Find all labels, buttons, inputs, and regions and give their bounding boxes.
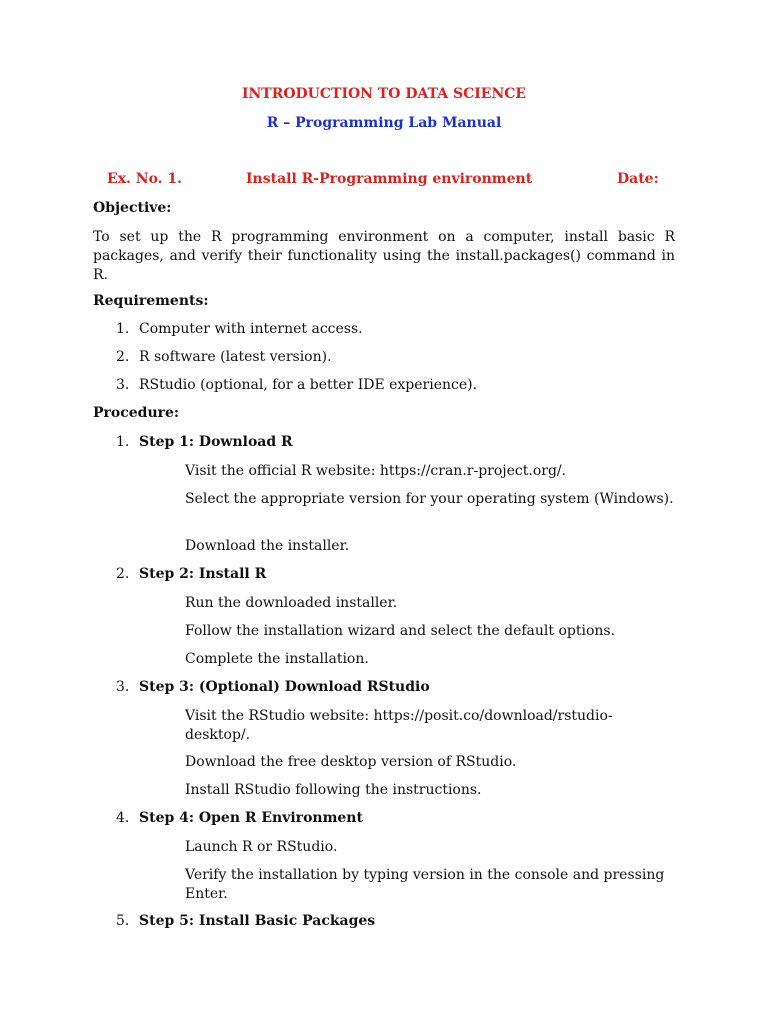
requirement-item	[116, 321, 363, 337]
list-number: 1.	[116, 321, 130, 337]
step-line: Visit the RStudio website: https://posit.co/download/rstudio-desktop/.	[185, 708, 613, 743]
list-number: 1.	[116, 434, 130, 450]
objective-heading: Objective:	[93, 200, 172, 216]
step-line: Complete the installation.	[185, 651, 369, 667]
requirement-text: RStudio (optional, for a better IDE experience).	[139, 377, 478, 393]
list-number: 2.	[116, 566, 130, 582]
step-line: Verify the installation by typing version in the console and pressing Enter.	[185, 867, 665, 902]
list-number: 3.	[116, 679, 130, 695]
list-number: 5.	[116, 913, 130, 929]
step-line: Visit the official R website: https://cran.r-project.org/.	[185, 463, 567, 479]
procedure-heading: Procedure:	[93, 405, 180, 421]
step-line: Download the installer.	[185, 538, 350, 554]
procedure-step	[116, 913, 375, 929]
step-line: Select the appropriate version for your operating system (Windows).	[185, 491, 674, 507]
requirements-heading: Requirements:	[93, 293, 209, 309]
procedure-step	[116, 810, 363, 826]
procedure-step	[116, 434, 293, 450]
procedure-step	[116, 679, 430, 695]
procedure-step	[116, 566, 266, 582]
requirement-item	[116, 349, 332, 365]
requirement-item	[116, 377, 477, 393]
exercise-header	[0, 171, 768, 191]
step-title: Step 1: Download R	[139, 434, 293, 450]
exercise-title: Install R-Programming environment	[246, 171, 533, 187]
requirement-text: R software (latest version).	[139, 349, 332, 365]
date-label: Date:	[617, 171, 659, 187]
step-line: Launch R or RStudio.	[185, 839, 338, 855]
step-title: Step 5: Install Basic Packages	[139, 913, 376, 929]
objective-text: To set up the R programming environment on a computer, install basic R packages, and verify their functionality using the install.packages() command in R.	[93, 229, 675, 283]
list-number: 2.	[116, 349, 130, 365]
requirement-text: Computer with internet access.	[139, 321, 363, 337]
step-title: Step 2: Install R	[139, 566, 267, 582]
exercise-number: Ex. No. 1.	[107, 171, 183, 187]
step-line: Run the downloaded installer.	[185, 595, 398, 611]
list-number: 4.	[116, 810, 130, 826]
step-line: Follow the installation wizard and select the default options.	[185, 623, 616, 639]
course-title: INTRODUCTION TO DATA SCIENCE	[241, 86, 527, 102]
manual-title: R – Programming Lab Manual	[266, 115, 502, 131]
step-line: Download the free desktop version of RStudio.	[185, 754, 517, 770]
step-title: Step 4: Open R Environment	[139, 810, 363, 826]
step-line: Install RStudio following the instructions.	[185, 782, 482, 798]
list-number: 3.	[116, 377, 130, 393]
step-title: Step 3: (Optional) Download RStudio	[139, 679, 430, 695]
